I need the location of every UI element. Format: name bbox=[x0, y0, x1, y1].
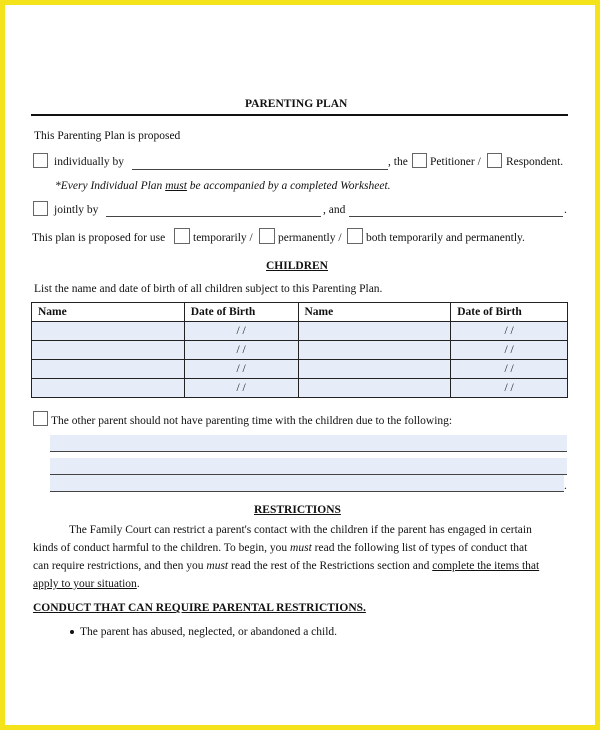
both-checkbox[interactable] bbox=[347, 228, 363, 244]
reason-line-2[interactable] bbox=[50, 458, 567, 475]
child-name-field[interactable] bbox=[32, 322, 185, 341]
joint-name-field-2[interactable] bbox=[349, 216, 563, 217]
individually-label: individually by bbox=[54, 156, 124, 168]
child-name-field[interactable] bbox=[32, 360, 185, 379]
children-table bbox=[31, 302, 568, 398]
restrictions-complete-link: complete the items that bbox=[432, 560, 540, 572]
restrictions-line-3-pre: can require restrictions, and then you bbox=[33, 560, 207, 572]
petitioner-checkbox[interactable] bbox=[412, 153, 427, 168]
restrictions-line-2-post: read the following list of types of conduct that bbox=[311, 542, 528, 554]
child-dob-field[interactable]: / / bbox=[451, 341, 568, 360]
child-dob-field[interactable]: / / bbox=[451, 379, 568, 398]
no-parenting-time-checkbox[interactable] bbox=[33, 411, 48, 426]
child-dob-field[interactable]: / / bbox=[451, 360, 568, 379]
and-label: , and bbox=[323, 204, 346, 216]
temporarily-label: temporarily / bbox=[193, 232, 253, 244]
restrictions-line-3-mid: read the rest of the Restrictions section and bbox=[228, 560, 433, 572]
use-label: This plan is proposed for use bbox=[32, 232, 166, 244]
children-instruction: List the name and date of birth of all children subject to this Parenting Plan. bbox=[34, 283, 383, 295]
column-header-name-2: Name bbox=[298, 303, 451, 322]
joint-name-field-1[interactable] bbox=[106, 216, 321, 217]
child-dob-field[interactable]: / / bbox=[184, 341, 298, 360]
worksheet-note-post: be accompanied by a completed Worksheet. bbox=[186, 180, 391, 192]
page-title: PARENTING PLAN bbox=[245, 98, 348, 110]
individually-checkbox[interactable] bbox=[33, 153, 48, 168]
column-header-name-1: Name bbox=[32, 303, 185, 322]
child-name-field[interactable] bbox=[298, 360, 451, 379]
column-header-dob-1: Date of Birth bbox=[184, 303, 298, 322]
restrictions-heading: RESTRICTIONS bbox=[254, 504, 341, 516]
conduct-heading: CONDUCT THAT CAN REQUIRE PARENTAL RESTRICTIONS. bbox=[33, 602, 366, 614]
column-header-dob-2: Date of Birth bbox=[451, 303, 568, 322]
table-row bbox=[32, 360, 568, 379]
the-label: , the bbox=[388, 156, 408, 168]
restrictions-line-1: The Family Court can restrict a parent's contact with the children if the parent has engaged in certain bbox=[69, 524, 532, 536]
child-name-field[interactable] bbox=[298, 379, 451, 398]
restrictions-apply-link: apply to your situation bbox=[33, 578, 137, 590]
reason-line-3[interactable] bbox=[50, 475, 564, 492]
table-row bbox=[32, 322, 568, 341]
bullet-icon bbox=[70, 630, 74, 634]
permanently-label: permanently / bbox=[278, 232, 342, 244]
restrictions-must-1: must bbox=[290, 542, 312, 554]
child-dob-field[interactable]: / / bbox=[184, 322, 298, 341]
restrictions-line-2 bbox=[33, 539, 527, 557]
restrictions-must-2: must bbox=[206, 560, 229, 572]
children-table-header bbox=[32, 303, 568, 322]
restrictions-line-2-pre: kinds of conduct harmful to the children. To begin, you bbox=[33, 542, 291, 554]
title-rule bbox=[31, 114, 568, 116]
respondent-checkbox[interactable] bbox=[487, 153, 502, 168]
individual-name-field[interactable] bbox=[132, 169, 388, 170]
restrictions-line-3 bbox=[33, 557, 539, 575]
child-name-field[interactable] bbox=[32, 379, 185, 398]
child-dob-field[interactable]: / / bbox=[184, 379, 298, 398]
worksheet-note-must: must bbox=[165, 180, 187, 192]
child-name-field[interactable] bbox=[32, 341, 185, 360]
jointly-period: . bbox=[564, 204, 567, 216]
intro-text: This Parenting Plan is proposed bbox=[34, 130, 181, 142]
reason-line-1[interactable] bbox=[50, 435, 567, 452]
temporarily-checkbox[interactable] bbox=[174, 228, 190, 244]
child-dob-field[interactable]: / / bbox=[184, 360, 298, 379]
petitioner-label: Petitioner / bbox=[430, 156, 481, 168]
jointly-label: jointly by bbox=[54, 204, 99, 216]
permanently-checkbox[interactable] bbox=[259, 228, 275, 244]
child-dob-field[interactable]: / / bbox=[451, 322, 568, 341]
both-label: both temporarily and permanently. bbox=[366, 232, 525, 244]
conduct-bullet-1: The parent has abused, neglected, or abandoned a child. bbox=[80, 626, 338, 638]
restrictions-line-4 bbox=[33, 575, 140, 593]
jointly-checkbox[interactable] bbox=[33, 201, 48, 216]
document-page bbox=[5, 5, 595, 725]
restrictions-line-4-post: . bbox=[136, 578, 140, 590]
respondent-label: Respondent. bbox=[506, 156, 564, 168]
worksheet-note bbox=[55, 179, 391, 193]
table-row bbox=[32, 341, 568, 360]
children-heading: CHILDREN bbox=[266, 260, 328, 272]
child-name-field[interactable] bbox=[298, 322, 451, 341]
worksheet-note-pre: *Every Individual Plan bbox=[55, 180, 166, 192]
reason-period: . bbox=[564, 480, 567, 492]
no-parenting-time-label: The other parent should not have parenting time with the children due to the following: bbox=[51, 415, 453, 427]
table-row bbox=[32, 379, 568, 398]
child-name-field[interactable] bbox=[298, 341, 451, 360]
